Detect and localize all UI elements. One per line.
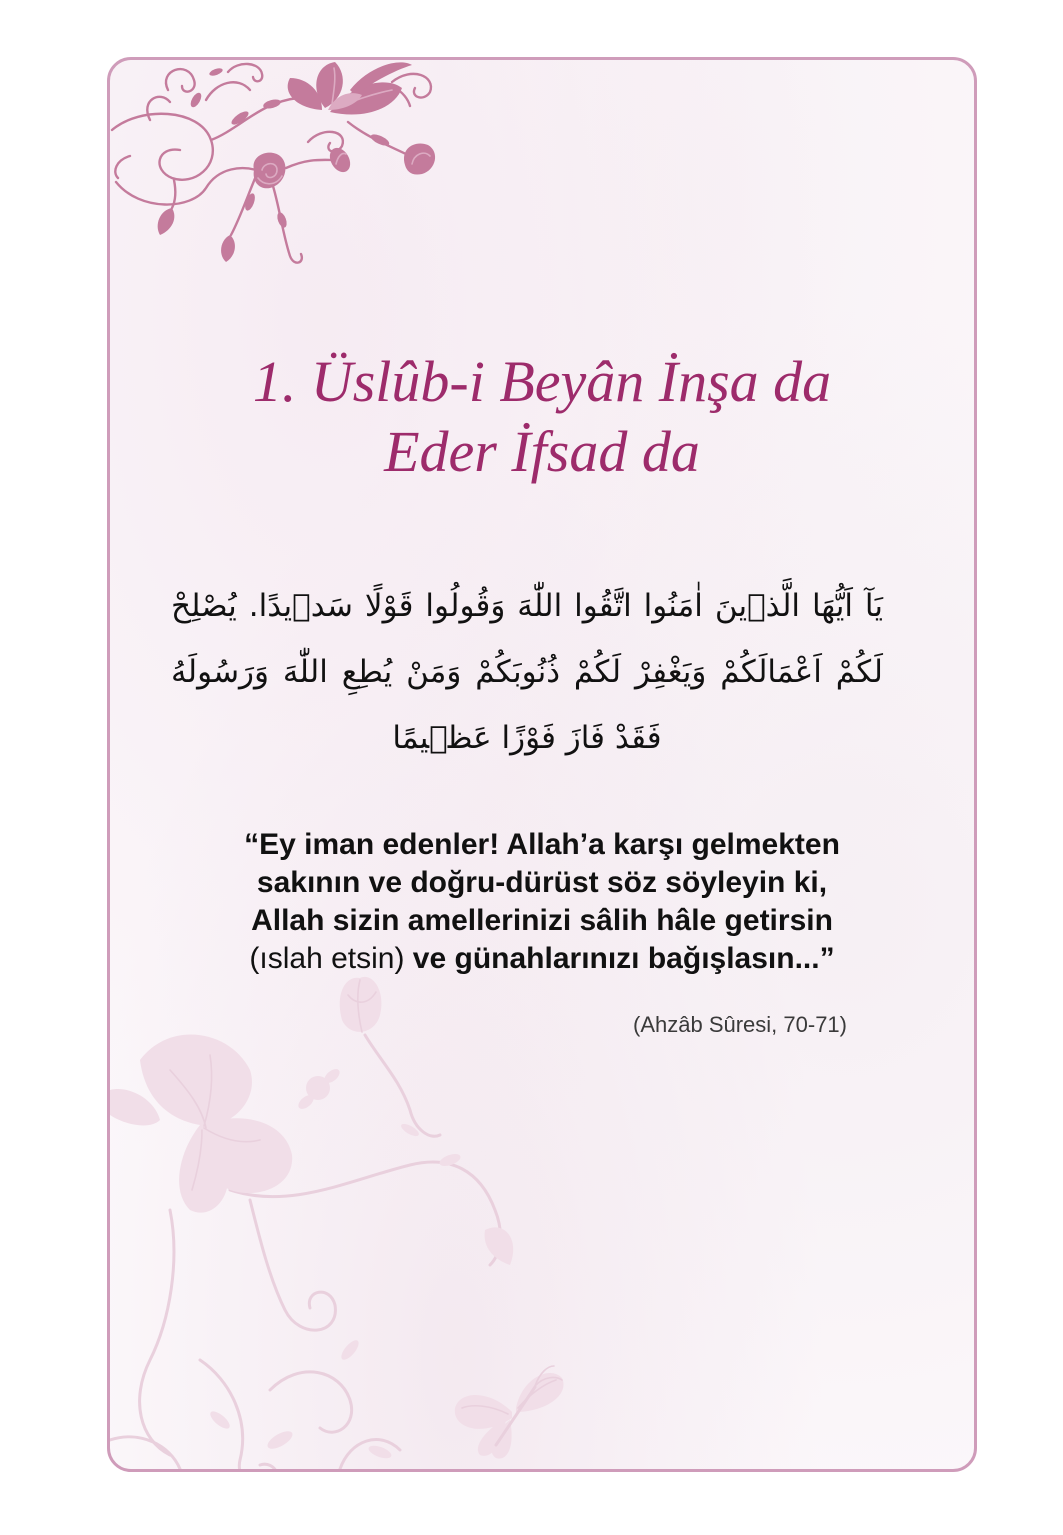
title-line-2: Eder İfsad da <box>384 419 700 484</box>
tulip <box>340 977 382 1032</box>
rosebud <box>326 144 435 176</box>
rose <box>253 153 285 189</box>
arabic-verse <box>171 573 883 771</box>
lily-flower <box>288 62 412 115</box>
translation-line-end: ve günahlarınızı bağışlasın...” <box>404 942 835 975</box>
translation-line: “Ey iman edenler! Allah’a karşı gelmekten <box>244 828 840 861</box>
arabic-verse-line: لَكُمْ اَعْمَالَكُمْ وَيَغْفِرْ لَكُمْ ذُنُوبَكُمْ وَمَنْ يُطِعِ اللّٰهَ وَرَسُولَهُ <box>171 654 883 690</box>
page-title <box>108 347 976 487</box>
floral-ornament-bottom-left <box>110 977 513 1469</box>
arabic-verse-line: يَآ اَيُّهَا الَّذٖينَ اٰمَنُوا اتَّقُوا اللّٰهَ وَقُولُوا قَوْلًا سَدٖيدًا. يُصْلِحْ <box>171 588 883 624</box>
translation-quote <box>142 826 942 978</box>
butterfly-ornament <box>455 1366 564 1459</box>
title-line-1: 1. Üslûb-i Beyân İnşa da <box>252 349 832 414</box>
translation-line: sakının ve doğru-dürüst söz söyleyin ki, <box>256 866 828 899</box>
hibiscus-flower <box>110 1035 292 1213</box>
translation-line <box>142 940 942 978</box>
floral-ornament-top-left <box>112 62 435 263</box>
citation: (Ahzâb Sûresi, 70-71) <box>633 1012 847 1037</box>
arabic-verse-line: فَقَدْ فَازَ فَوْزًا عَظٖيمًا <box>392 720 662 756</box>
translation-line: Allah sizin amellerinizi sâlih hâle getirsin <box>251 904 833 937</box>
small-flower <box>296 1066 342 1111</box>
translation-parenthetical: (ıslah etsin) <box>249 942 405 975</box>
